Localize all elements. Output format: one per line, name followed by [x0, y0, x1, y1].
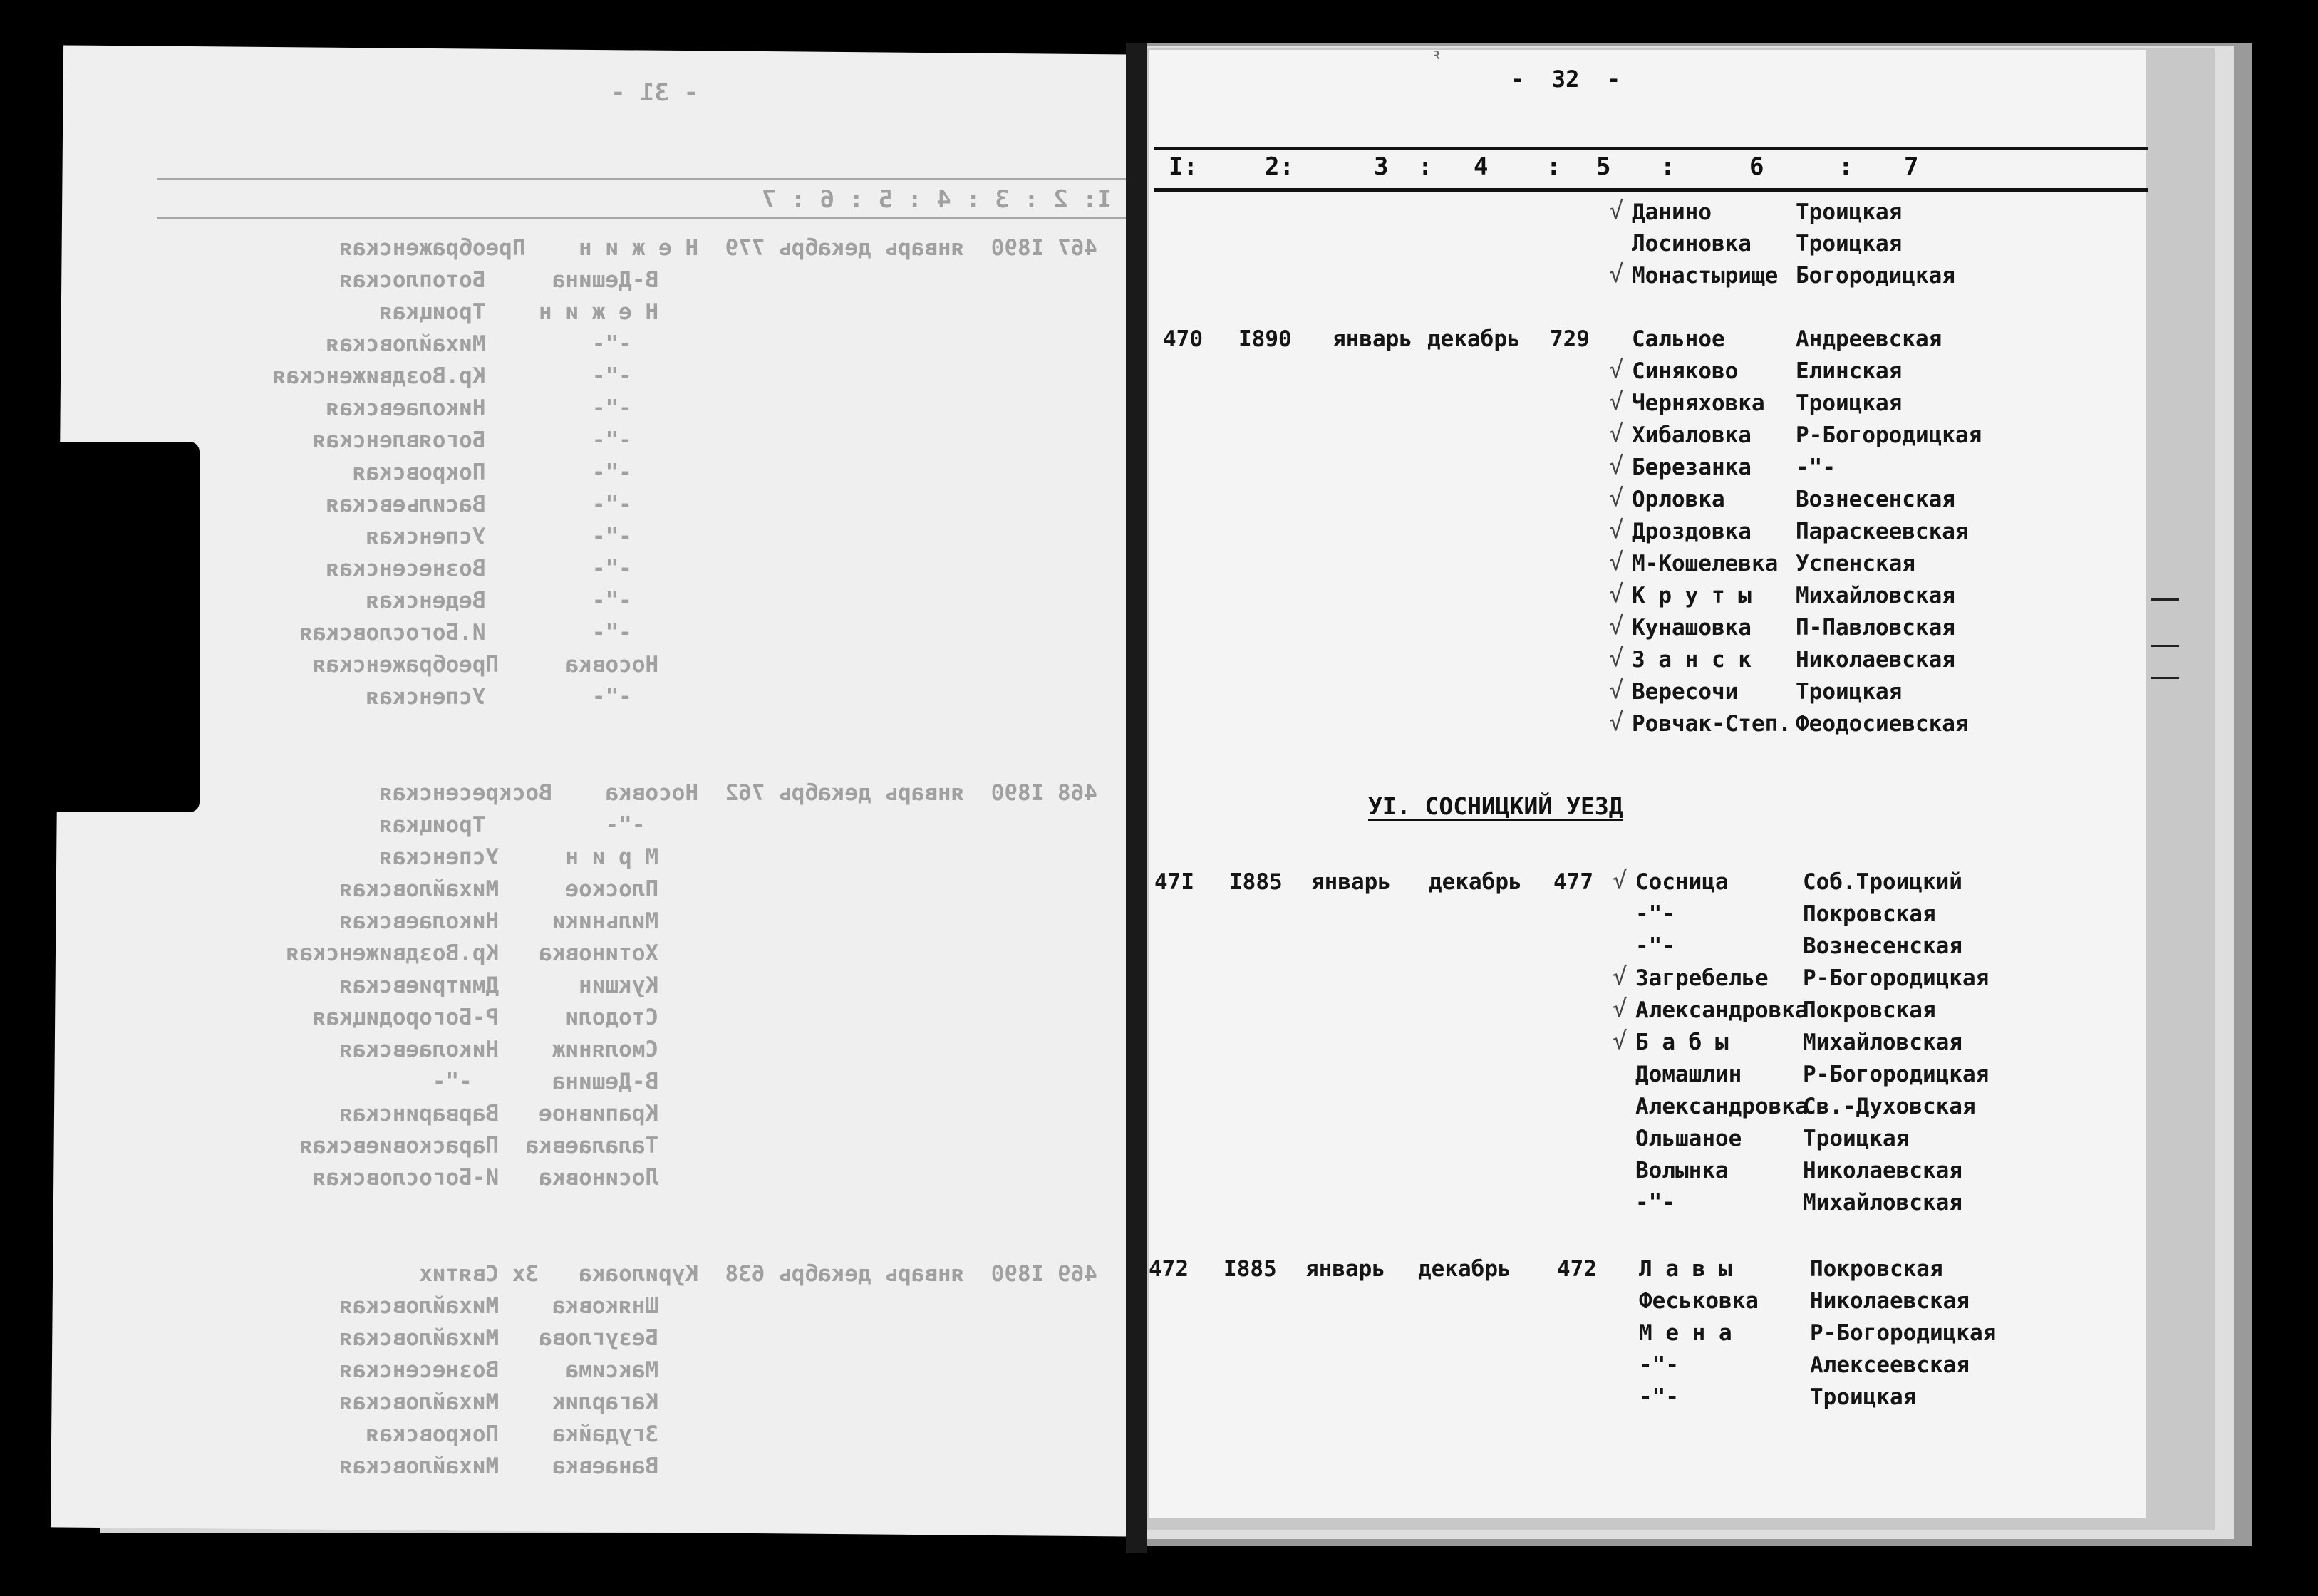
cell-place: Волынка	[1635, 1158, 1729, 1183]
bleed-line: -"- Троицкая	[379, 812, 1097, 838]
cell-to: декабрь	[1429, 869, 1522, 895]
book-spine	[1126, 43, 1147, 1553]
cell-place: Орловка	[1632, 487, 1725, 512]
bleed-line: -"- Васильевская	[326, 492, 1097, 517]
check-mark-icon: √	[1609, 420, 1624, 448]
margin-mark	[2151, 645, 2179, 647]
cell-place: Александровка	[1635, 1094, 1809, 1119]
cell-place: Дроздовка	[1632, 519, 1752, 544]
bleed-line: Плоское Михайловская	[339, 876, 1097, 902]
margin-mark	[2151, 598, 2179, 601]
cell-place: Монастырище	[1632, 263, 1779, 289]
cell-place: Б а б ы	[1635, 1030, 1729, 1055]
cell-place: Сосница	[1635, 869, 1729, 895]
cell-church: Параскеевская	[1796, 519, 1969, 544]
cell-num: 470	[1163, 326, 1203, 352]
col-header-sep-6: :	[1838, 152, 1853, 181]
cell-church: Николаевская	[1796, 647, 1955, 673]
header-rule-top	[1154, 147, 2148, 150]
cell-count: 729	[1550, 326, 1590, 352]
check-mark-icon: √	[1609, 260, 1624, 289]
col-header-2: 2:	[1265, 152, 1294, 181]
cell-church: Богородицкая	[1796, 263, 1955, 289]
cell-church: Николаевская	[1810, 1288, 1970, 1314]
cell-place: Лосиновка	[1632, 231, 1752, 256]
bleed-line: -"- Покровская	[352, 460, 1097, 485]
left-header: I: 2 : 3 : 4 : 5 : 6 : 7	[761, 185, 1112, 214]
cell-place: Черняховка	[1632, 390, 1765, 416]
cell-church: Р-Богородицкая	[1803, 965, 1990, 991]
cell-place: Хибаловка	[1632, 423, 1752, 448]
check-mark-icon: √	[1609, 612, 1624, 641]
bleed-line: Кагарлик Михайловская	[339, 1389, 1097, 1415]
bleed-line: Талалаевка Парасковиевская	[299, 1133, 1097, 1159]
cell-place: -"-	[1635, 901, 1675, 927]
cell-place: Ольшаное	[1635, 1126, 1742, 1151]
cell-place: Александровка	[1635, 998, 1809, 1023]
cell-year: I885	[1223, 1256, 1277, 1282]
section-title: УI. СОСНИЦКИЙ УЕЗД	[1368, 792, 1623, 820]
bleed-line: Безуглова Михайловская	[339, 1325, 1097, 1351]
cell-place: Ровчак-Степ.	[1632, 711, 1791, 737]
bleed-line: Ванаевка Михайловская	[339, 1454, 1097, 1479]
cell-church: Феодосиевская	[1796, 711, 1969, 737]
cell-num: 472	[1149, 1256, 1189, 1282]
bleed-line: Кукшин Дмитриевская	[339, 973, 1097, 998]
check-mark-icon: √	[1613, 963, 1628, 991]
check-mark-icon: √	[1609, 516, 1624, 544]
margin-mark	[2151, 677, 2179, 679]
check-mark-icon: √	[1609, 676, 1624, 705]
col-header-sep-3: :	[1418, 152, 1433, 181]
bleed-line: -"- Михайловская	[326, 331, 1097, 357]
check-mark-icon: √	[1609, 356, 1624, 384]
check-mark-icon: √	[1609, 484, 1624, 512]
bleed-line: М р и н Успенская	[379, 844, 1097, 870]
cell-church: Алексеевская	[1810, 1352, 1970, 1378]
cell-church: Михайловская	[1803, 1030, 1962, 1055]
cell-church: Троицкая	[1796, 390, 1903, 416]
check-mark-icon: √	[1613, 995, 1628, 1023]
page-number: - 32 -	[1511, 66, 1621, 93]
col-header-5: 5	[1596, 152, 1611, 181]
col-header-1: I:	[1169, 152, 1198, 181]
cell-church: Р-Богородицкая	[1803, 1062, 1990, 1087]
cell-place: Загребелье	[1635, 965, 1769, 991]
cell-place: -"-	[1635, 933, 1675, 959]
cell-place: К р у т ы	[1632, 583, 1752, 608]
cell-count: 472	[1557, 1256, 1597, 1282]
bleed-line: 468 I890 январь декабрь 762 Носовка Воскресенская	[379, 780, 1097, 806]
cell-church: Троицкая	[1803, 1126, 1910, 1151]
cell-church: Троицкая	[1810, 1384, 1917, 1410]
cell-place: Феськовка	[1639, 1288, 1759, 1314]
bleed-line: Хотиновка Кр.Воздвиженская	[286, 940, 1097, 966]
cell-church: Р-Богородицкая	[1810, 1320, 1997, 1346]
bleed-line: Носовка Преображенская	[312, 652, 1097, 678]
bleed-line: Максима Вознесенская	[339, 1357, 1097, 1383]
cell-church: Р-Богородицкая	[1796, 423, 1982, 448]
check-mark-icon: √	[1609, 388, 1624, 416]
bleed-line: -"- Кр.Воздвиженская	[272, 363, 1097, 389]
bleed-line: В-Дешина Ботоплоская	[339, 267, 1097, 293]
bleed-line: -"- И.Богословская	[299, 620, 1097, 646]
cell-church: Покровская	[1803, 998, 1936, 1023]
cell-church: Елинская	[1796, 358, 1903, 384]
cell-place: -"-	[1639, 1352, 1679, 1378]
col-header-4: 4	[1474, 152, 1489, 181]
bleed-line: Мильники Николаевская	[339, 908, 1097, 934]
cell-church: П-Павловская	[1796, 615, 1955, 641]
cell-place: -"-	[1639, 1384, 1679, 1410]
cell-place: -"-	[1635, 1190, 1675, 1216]
cell-church: Троицкая	[1796, 679, 1903, 705]
bleed-line: Лосиновка И-Богословская	[312, 1165, 1097, 1191]
col-header-7: 7	[1904, 152, 1919, 181]
cell-from: январь	[1305, 1256, 1385, 1282]
cell-place: Березанка	[1632, 455, 1752, 480]
cell-church: Троицкая	[1796, 200, 1903, 225]
check-mark-icon: √	[1609, 580, 1624, 608]
cell-church: Михайловская	[1796, 583, 1955, 608]
left-header-rule-top	[157, 178, 1126, 180]
cell-church: Соб.Троицкий	[1803, 869, 1962, 895]
bleed-line: Смоляниж Николаевская	[339, 1037, 1097, 1062]
bleed-line: -"- Вознесенская	[326, 556, 1097, 581]
cell-church: Николаевская	[1803, 1158, 1962, 1183]
bleed-line: 467 I890 январь декабрь 779 Н е ж и н Преображенская	[339, 235, 1097, 261]
cell-church: Вознесенская	[1796, 487, 1955, 512]
cell-place: Домашлин	[1635, 1062, 1742, 1087]
left-page-number: - 31 -	[611, 78, 698, 107]
bleed-line: 469 I890 январь декабрь 638 Курилоака 3х Святих	[419, 1261, 1097, 1287]
check-mark-icon: √	[1613, 1027, 1628, 1055]
cell-num: 47I	[1154, 869, 1194, 895]
bleed-line: -"- Богоявленская	[312, 428, 1097, 453]
cell-place: Л а в ы	[1639, 1256, 1732, 1282]
cell-church: -"-	[1796, 455, 1836, 480]
check-mark-icon: √	[1609, 548, 1624, 576]
check-mark-icon: √	[1609, 644, 1624, 673]
corner-mark: ꝛ	[1432, 46, 1440, 63]
bleed-line: -"- Успенская	[366, 684, 1097, 710]
bleed-line: Згудайка Покровская	[366, 1421, 1097, 1447]
cell-church: Михайловская	[1803, 1190, 1962, 1216]
cell-year: I890	[1238, 326, 1292, 352]
cell-place: Кунашовка	[1632, 615, 1752, 641]
bleed-line: Крапивное Варваринская	[339, 1101, 1097, 1126]
bleed-line: -"- Веденская	[366, 588, 1097, 613]
cell-from: январь	[1333, 326, 1412, 352]
cell-place: М-Кошелевка	[1632, 551, 1779, 576]
cell-church: Вознесенская	[1803, 933, 1962, 959]
bleed-line: Н е ж и н Троицкая	[379, 299, 1097, 325]
col-header-3: 3	[1374, 152, 1389, 181]
check-mark-icon: √	[1609, 708, 1624, 737]
cell-to: декабрь	[1418, 1256, 1511, 1282]
bleed-line: -"- Успенская	[366, 524, 1097, 549]
cell-count: 477	[1553, 869, 1593, 895]
cell-church: Покровская	[1803, 901, 1936, 927]
cell-church: Андреевская	[1796, 326, 1942, 352]
cell-from: январь	[1311, 869, 1391, 895]
check-mark-icon: √	[1609, 452, 1624, 480]
cell-church: Покровская	[1810, 1256, 1943, 1282]
cell-church: Св.-Духовская	[1803, 1094, 1976, 1119]
cell-to: декабрь	[1427, 326, 1521, 352]
col-header-sep-4: :	[1546, 152, 1561, 181]
cell-church: Троицкая	[1796, 231, 1903, 256]
header-rule-bottom	[1154, 188, 2148, 192]
bleed-line: Стодоли Р-Богородицкая	[312, 1005, 1097, 1030]
col-header-sep-5: :	[1660, 152, 1675, 181]
cell-place: З а н с к	[1632, 647, 1752, 673]
col-header-6: 6	[1749, 152, 1764, 181]
check-mark-icon: √	[1613, 866, 1628, 895]
check-mark-icon: √	[1609, 197, 1624, 225]
cell-place: Сальное	[1632, 326, 1725, 352]
cell-place: Синяково	[1632, 358, 1739, 384]
cell-place: М е н а	[1639, 1320, 1732, 1346]
bleed-line: В-Дешина -"-	[432, 1069, 1097, 1094]
left-page-bleed-through	[150, 64, 1126, 1489]
cell-year: I885	[1229, 869, 1283, 895]
cell-church: Успенская	[1796, 551, 1915, 576]
cell-place: Вересочи	[1632, 679, 1739, 705]
bleed-line: -"- Николаевская	[326, 395, 1097, 421]
bleed-line: Шняковка Михайловская	[339, 1293, 1097, 1319]
left-header-rule-bottom	[157, 217, 1126, 219]
cell-place: Данино	[1632, 200, 1712, 225]
